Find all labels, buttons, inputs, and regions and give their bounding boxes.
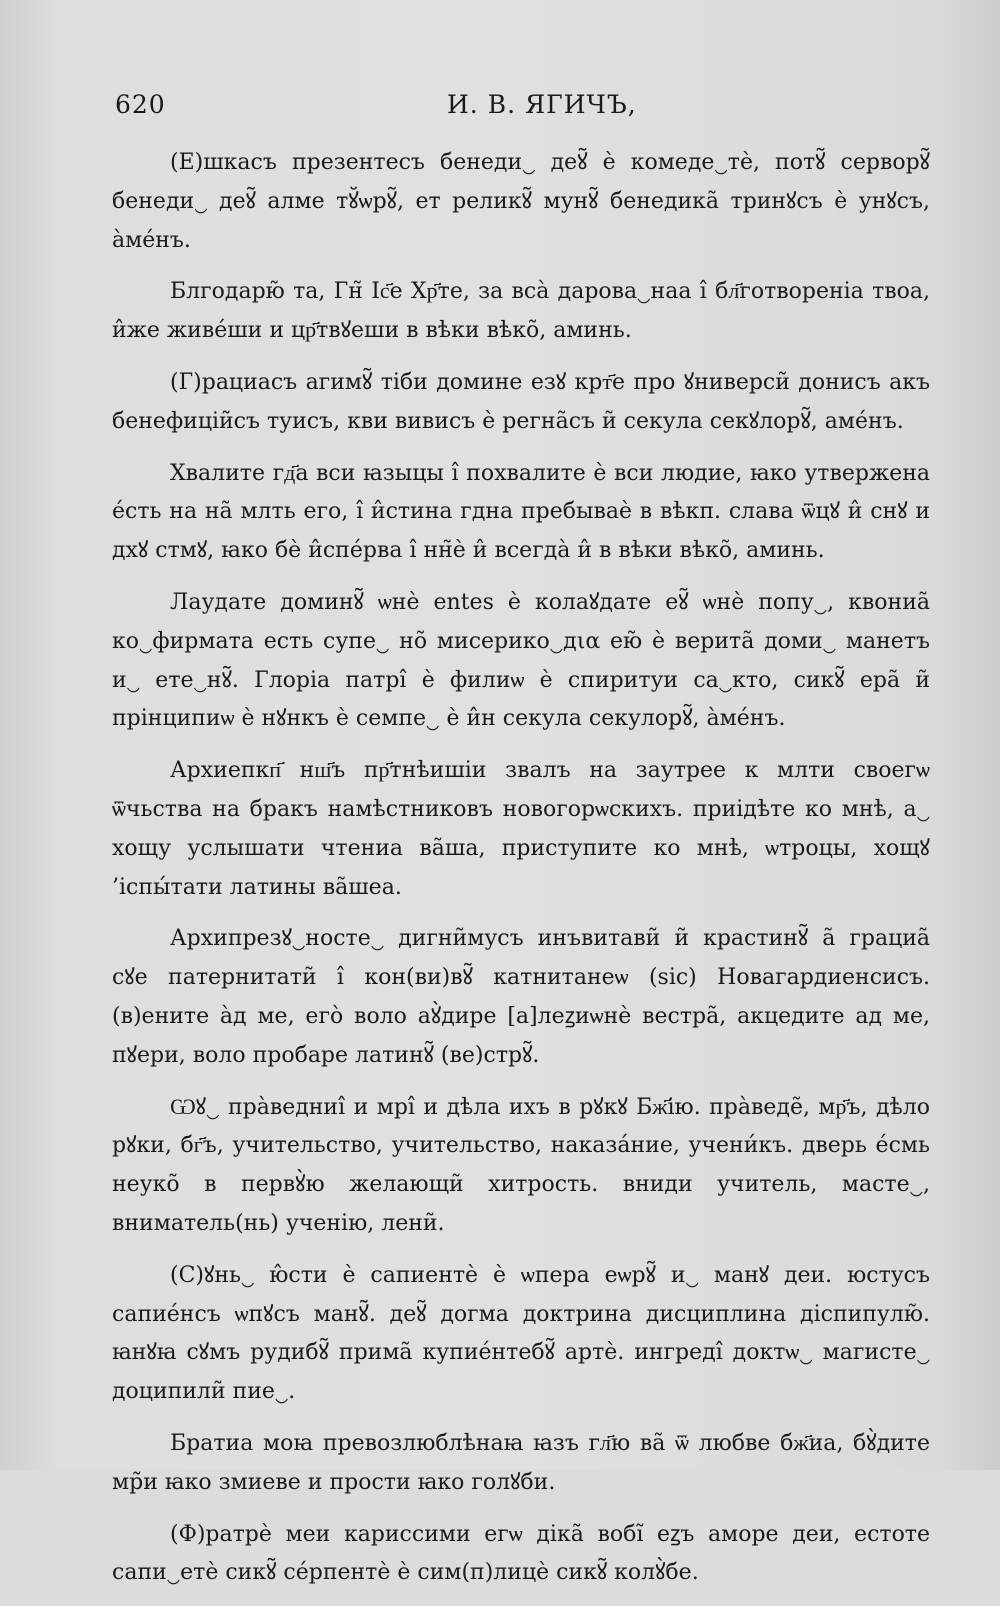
paragraph: Лаудате доминꙋ̃ ѡнѐ entes ѐ колаꙋдате еꙋ̃ ѡнѐ попу‿, квониа̃ ко‿фирмата есть супе‿ но̃ мисерико‿дια ею̃ ѐ верита̃ доми‿ манетъ и‿ ете‿нꙋ̃. Глоріа патрі̂ ѐ филиѡ ѐ спиритуи са‿кто, сикꙋ̃ ера̃ и̃ прінципиѡ ѐ нꙋнкъ ѐ семпе‿ ѐ и̂н секула секулорꙋ̃, а̀ме́нъ. [112, 589, 930, 732]
paragraph: Архипрезꙋ‿носте‿ дигни̃мусъ инъвитави̃ и̃ крастинꙋ̃ а̃ грациа̃ сꙋе патернитати̃ і̂ кон(ви)вꙋ̃ катнитанеѡ (sic) Новагардиенсисъ. (в)ените а̀д ме, его̀ воло аꙋ̀дире [а]леꙁиѡнѐ вестра̃, акцедите ад ме, пꙋери, воло пробаре латинꙋ̃ (ве)стрꙋ̃. [112, 926, 930, 1068]
paragraph: Братиа моꙗ превозлюблѣнаꙗ ꙗзъ гл҃ю ва̃ ѿ любве бж҃иа, бꙋ̀дите мр̃и ꙗко змиеве и прости ꙗко голꙋби. [112, 1430, 930, 1495]
running-head: И. В. ЯГИЧЪ, [447, 90, 637, 119]
page-header [115, 90, 935, 130]
paragraph: Архиепкп҃ нш҃ъ пр҃тнѣишіи звалъ на заутрее к млти своегѡ ѿчьства на бракъ намѣстниковъ новогорѡскихъ. приідѣте ко мнѣ, а‿ хощу услышати чтениа ва̃ша, приступите ко мнѣ, ѡтроцы, хощꙋ ’іспы́тати латины ва̃шеа. [112, 758, 930, 900]
text-body [112, 144, 930, 1606]
paragraph: Ѡꙋ‿ пра̀ведниі̂ и мрі̂ и дѣла ихъ в рꙋкꙋ Бж҃ію. пра̀веде̃, мр҃ъ, дѣло рꙋки, бг҃ъ, учительство, учительство, наказа́ние, учени́къ. дверь е́смь неуко̃ в первꙋ̀ю желающи̃ хитрость. вниди учитель, масте‿, вниматель(нь) ученію, лени̃. [112, 1094, 930, 1236]
page-number: 620 [115, 90, 166, 119]
paragraph: (С)ꙋнь‿ ю̂сти ѐ сапиентѐ ѐ ѡпера еѡрꙋ̃ и‿ манꙋ деи. юстусъ сапие́нсъ ѡпꙋсъ манꙋ̃. деꙋ̃ догма доктрина дисциплина діспипулю̃. ꙗнꙋꙗ сꙋмъ рудибꙋ̃ прима̃ купие́нтебꙋ̃ артѐ. ингреді̂ доктѡ‿ магисте‿ доципили̃ пие‿. [112, 1262, 930, 1405]
paragraph: Блгодарю̃ та, Гн̃ Іс҃е Хр҃те, за вса̀ дарова‿наа і̂ бл҃готвореніа твоа, и̂же живе́ши и цр҃твꙋеши в вѣки вѣко̃, аминь. [112, 279, 930, 344]
paragraph: (Г)рациасъ агимꙋ̃ тіби домине езꙋ крт҃е про ꙋниверси̃ донисъ акъ бенефиціи̃съ туисъ, кви вивисъ ѐ регна̃съ и̃ секула секꙋлорꙋ̃, аме́нъ. [112, 369, 930, 434]
paragraph: Хвалите гд҃а вси ꙗзыцы і̂ похвалите ѐ вси людие, ꙗко утвержена е́сть на на̃ млть его, і̂ и̂стина гдна пребываѐ в вѣкп. слава ѿцꙋ и̂ снꙋ и дхꙋ стмꙋ, ꙗко бѐ и̂спе́рва і̂ нн̃ѐ и̂ всегда̀ и̂ в вѣки вѣко̃, аминь. [112, 460, 930, 564]
paragraph: (Ф)ратрѐ меи кариссими егѡ діка̃ вобі̃ еꙁъ аморе деи, естоте сапи‿етѐ сикꙋ̃ се́рпентѐ ѐ сим(п)лицѐ сикꙋ̃ колꙋ̀бе. [112, 1521, 930, 1586]
paragraph: (Е)шкасъ презентесъ бенеди‿ деꙋ̃ ѐ комеде‿тѐ, потꙋ̃ серворꙋ̃ бенеди‿ деꙋ̃ алме тꙋ̆ѡрꙋ̃, ет реликꙋ̃ мунꙋ̃ бенедика̃ тринꙋсъ ѐ унꙋсъ, а̀ме́нъ. [112, 150, 930, 253]
